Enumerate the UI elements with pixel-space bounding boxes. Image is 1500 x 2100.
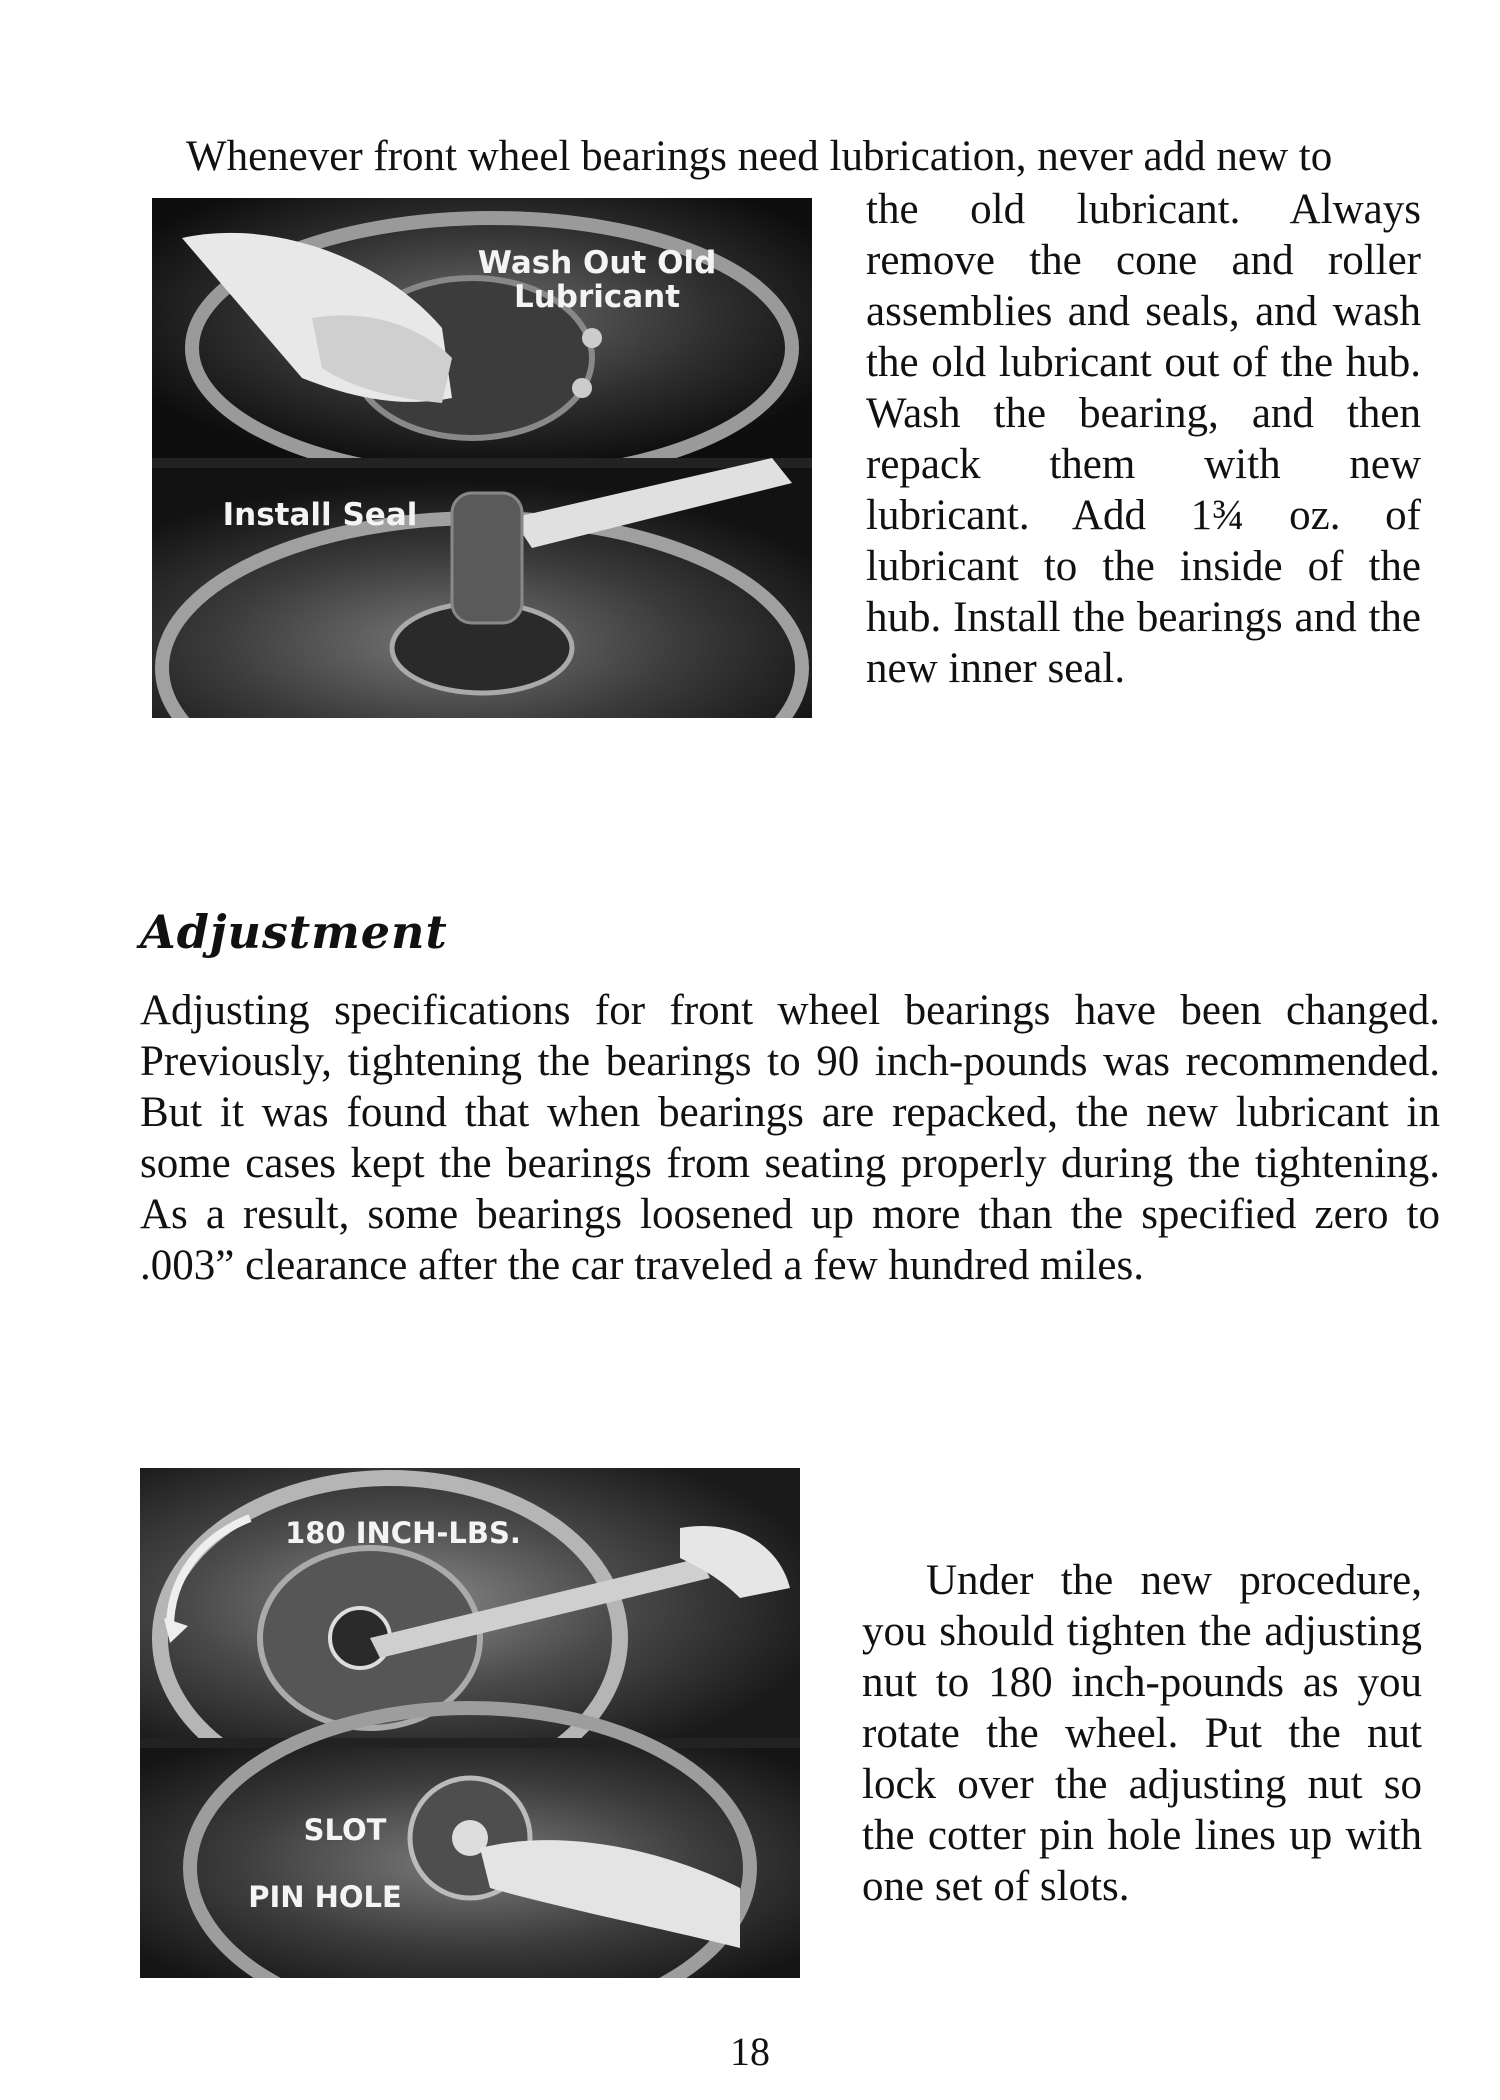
180-inch-lbs-label: 180 INCH-LBS. bbox=[285, 1516, 521, 1550]
wheel-bearing-lubrication-photo bbox=[152, 198, 812, 718]
procedure-paragraph: Under the new procedure, you should tighten the adjusting nut to 180 inch-pounds as you rotate the wheel. Put the nut lock over the adjusting nut so the cotter pin hole lines up with one set of slots. bbox=[862, 1557, 1422, 1910]
wash-out-old-lubricant-label: Wash Out Old Lubricant bbox=[477, 245, 717, 315]
intro-first-line: Whenever front wheel bearings need lubrication, never add new to bbox=[186, 133, 1333, 180]
pin-hole-label: PIN HOLE bbox=[248, 1880, 402, 1914]
adjustment-heading: Adjustment bbox=[140, 905, 448, 959]
slot-label: SLOT bbox=[303, 1813, 387, 1847]
page-number: 18 bbox=[730, 2029, 770, 2074]
intro-paragraph-continuation: the old lubricant. Always remove the cone and roller assemblies and seals, and wash the old lubricant out of the hub. Wash the bearing, and then repack them with new lubricant. Add 1¾ oz. of lubricant to the inside of the hub. Install the bearings and the new inner seal. bbox=[866, 186, 1421, 692]
adjustment-paragraph: Adjusting specifications for front wheel bearings have been changed. Previously, tightening the bearings to 90 inch-pounds was recommended. But it was found that when bearings are repacked, the new lubricant in some cases kept the bearings from seating properly during the tightening. As a result, some bearings loosened up more than the specified zero to .003” clearance after the car traveled a few hundred miles. bbox=[140, 987, 1440, 1289]
bearing-adjustment-photo bbox=[140, 1468, 800, 1978]
install-seal-label: Install Seal bbox=[222, 497, 418, 533]
